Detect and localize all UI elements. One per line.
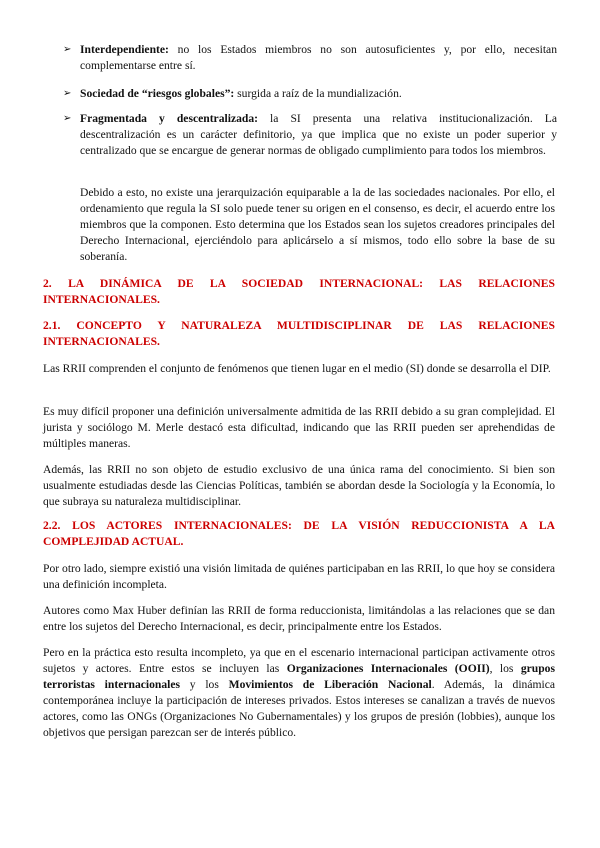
arrow-bullet-icon: ➢ <box>63 113 72 124</box>
bullet-body: la SI presenta una relativa institucionalización. La descentralización es un carácter definitorio, ya que implica que no existe un poder superior y centralizado que se encargue de generar normas de obligado cumplimiento para todos los miembros. <box>80 112 557 157</box>
paragraph-actores <box>43 645 555 741</box>
arrow-bullet-icon: ➢ <box>63 44 72 55</box>
bullet-term: Interdependiente: <box>80 43 169 56</box>
bold-term: grupos terroristas internacionales <box>43 662 555 691</box>
paragraph-rrii-concepto: Las RRII comprenden el conjunto de fenómenos que tienen lugar en el medio (SI) donde se desarrolla el DIP. <box>43 362 551 375</box>
bullet-term: Sociedad de “riesgos globales”: <box>80 87 235 100</box>
bullet-text <box>80 111 557 159</box>
text-run: y los <box>180 678 229 691</box>
bold-term: Movimientos de Liberación Nacional <box>228 678 432 691</box>
text-run: Pero en la práctica esto resulta incompleto, ya que en el escenario internacional participan activamente otros sujetos y actores. Entre estos se incluyen las <box>43 646 555 675</box>
bullet-term: Fragmentada y descentralizada: <box>80 112 258 125</box>
section-heading-2-2: 2.2. LOS ACTORES INTERNACIONALES: DE LA VISIÓN REDUCCIONISTA A LA COMPLEJIDAD ACTUAL. <box>43 519 555 548</box>
section-heading-2-1: 2.1. CONCEPTO Y NATURALEZA MULTIDISCIPLINAR DE LAS RELACIONES INTERNACIONALES. <box>43 319 555 348</box>
bullet-body: no los Estados miembros no son autosuficientes y, por ello, necesitan complementarse entre sí. <box>80 43 557 72</box>
text-run: , los <box>489 662 521 675</box>
paragraph-jerarquizacion: Debido a esto, no existe una jerarquización equiparable a la de las sociedades nacionales. Por ello, el ordenamiento que regula la SI solo puede tener su origen en el consenso, es decir, el acuerdo entre los miembros que la componen. Esto determina que los Estados sean los sujetos creadores principales del Derecho Internacional, ejerciéndolo para aplicárselo a sí mismos, todo ello sobre la base de su soberanía. <box>80 186 555 263</box>
text-run: . Además, la dinámica contemporánea incluye la participación de intereses privados. Estos intereses se canalizan a través de nuevos actores, como las ONGs (Organizaciones No Gubernamentales) y los grupos de presión (lobbies), aunque los objetivos que persigan parezcan ser de interés público. <box>43 678 556 739</box>
paragraph-rrii-complejidad: Es muy difícil proponer una definición universalmente admitida de las RRII debido a su gran complejidad. El jurista y sociólogo M. Merle destacó esta dificultad, indicando que las RRII pueden ser aprehendidas de múltiples maneras. <box>43 405 555 450</box>
bold-term: Organizaciones Internacionales (OOII) <box>286 662 490 675</box>
paragraph-vision-limitada: Por otro lado, siempre existió una visión limitada de quiénes participaban en las RRII, lo que hoy se considera una definición incompleta. <box>43 562 555 591</box>
arrow-bullet-icon: ➢ <box>63 88 72 99</box>
paragraph-rrii-multidisciplinar: Además, las RRII no son objeto de estudio exclusivo de una única rama del conocimiento. Si bien son usualmente estudiadas desde las Ciencias Políticas, también se abordan desde la Sociología y la Economía, lo que subraya su naturaleza multidisciplinar. <box>43 463 555 508</box>
bullet-body: surgida a raíz de la mundialización. <box>234 87 402 100</box>
bullet-text <box>80 86 557 102</box>
paragraph-max-huber: Autores como Max Huber definían las RRII de forma reduccionista, limitándolas a las relaciones que se dan entre los sujetos del Derecho Internacional, es decir, principalmente entre los Estados. <box>43 604 555 633</box>
section-heading-2: 2. LA DINÁMICA DE LA SOCIEDAD INTERNACIONAL: LAS RELACIONES INTERNACIONALES. <box>43 277 555 306</box>
bullet-text <box>80 42 557 74</box>
